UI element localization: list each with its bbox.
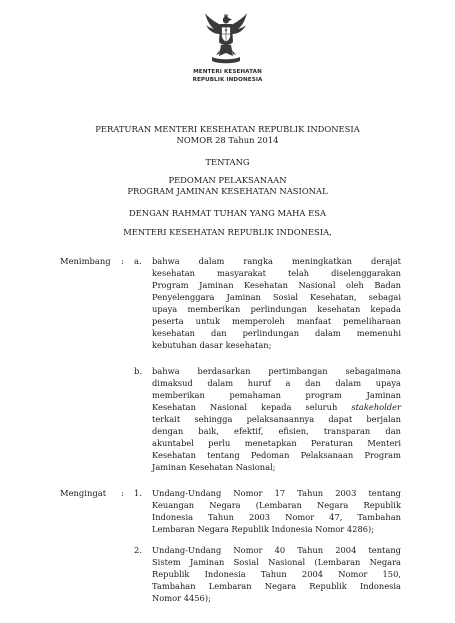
menimbang-colon: : <box>121 256 124 266</box>
mengingat-2-line-5: Nomor 4456); <box>152 593 211 603</box>
mengingat-label: Mengingat <box>60 488 107 498</box>
garuda-emblem-icon <box>203 12 249 68</box>
menimbang-b-marker: b. <box>134 366 143 376</box>
menimbang-b-line-7: akuntabel perlu menetapkan Peraturan Menteri <box>152 438 401 448</box>
mengingat-2-line-3: Republik Indonesia Tahun 2004 Nomor 150, <box>152 569 401 579</box>
menimbang-a-line-3: Program Jaminan Kesehatan Nasional oleh Badan <box>152 280 401 290</box>
mengingat-2-marker: 2. <box>134 545 142 555</box>
menimbang-a-line-8: kebutuhan dasar kesehatan; <box>152 340 272 350</box>
menimbang-b-line-1: bahwa berdasarkan pertimbangan sebagaimana <box>152 366 401 376</box>
mengingat-1-marker: 1. <box>134 488 142 498</box>
mengingat-1-line-4: Lembaran Negara Republik Indonesia Nomor 4286); <box>152 524 375 534</box>
mengingat-1-line-3: Indonesia Tahun 2003 Nomor 47, Tambahan <box>152 512 401 522</box>
authority-line: MENTERI KESEHATAN REPUBLIK INDONESIA, <box>123 227 332 237</box>
menimbang-b-line-6: dengan baik, efektif, efisien, transparan dan <box>152 426 401 436</box>
mengingat-colon: : <box>121 488 124 498</box>
regulation-title: PERATURAN MENTERI KESEHATAN REPUBLIK INDONESIA <box>95 124 360 134</box>
subject-line-2: PROGRAM JAMINAN KESEHATAN NASIONAL <box>127 186 328 196</box>
menimbang-a-line-2: kesehatan masyarakat telah diselenggarakan <box>152 268 401 278</box>
stakeholder-italic: stakeholder <box>351 402 401 412</box>
mengingat-2-line-4: Tambahan Lembaran Negara Republik Indonesia <box>152 581 401 591</box>
menimbang-label: Menimbang <box>60 256 111 266</box>
menimbang-b-line-8: Kesehatan tentang Pedoman Pelaksanaan Program <box>152 450 401 460</box>
menimbang-a-line-7: kesehatan dan perlindungan dalam memenuhi <box>152 328 401 338</box>
mengingat-1-line-1: Undang-Undang Nomor 17 Tahun 2003 tentang <box>152 488 401 498</box>
menimbang-a-line-6: peserta untuk memperoleh manfaat pemeliharaan <box>152 316 401 326</box>
mengingat-2-line-1: Undang-Undang Nomor 40 Tahun 2004 tentang <box>152 545 401 555</box>
regulation-number: NOMOR 28 Tahun 2014 <box>176 135 279 145</box>
menimbang-b-line-3: memberikan pemahaman program Jaminan <box>152 390 401 400</box>
menimbang-a-line-4: Penyelenggara Jaminan Sosial Kesehatan, sebagai <box>152 292 401 302</box>
mengingat-1-line-2: Keuangan Negara (Lembaran Negara Republik <box>152 500 401 510</box>
tentang-heading: TENTANG <box>205 157 250 167</box>
menimbang-b-line-9: Jaminan Kesehatan Nasional; <box>152 462 276 472</box>
menimbang-a-marker: a. <box>134 256 142 266</box>
blessing-line: DENGAN RAHMAT TUHAN YANG MAHA ESA <box>128 208 327 218</box>
logo-line-1: MENTERI KESEHATAN <box>193 69 262 75</box>
menimbang-a-line-5: upaya memberikan perlindungan kesehatan kepada <box>152 304 401 314</box>
subject-line-1: PEDOMAN PELAKSANAAN <box>168 175 287 185</box>
menimbang-b-line-5: terkait sehingga pelaksanaannya dapat berjalan <box>152 414 401 424</box>
menimbang-b-line-4 <box>152 402 401 412</box>
menimbang-b-line-2: dimaksud dalam huruf a dan dalam upaya <box>152 378 401 388</box>
menimbang-b-line-4-text: Kesehatan Nasional kepada seluruh stakeholder <box>152 402 401 412</box>
logo-line-2: REPUBLIK INDONESIA <box>192 77 263 83</box>
mengingat-2-line-2: Sistem Jaminan Sosial Nasional (Lembaran Negara <box>152 557 401 567</box>
menimbang-a-line-1: bahwa dalam rangka meningkatkan derajat <box>152 256 401 266</box>
